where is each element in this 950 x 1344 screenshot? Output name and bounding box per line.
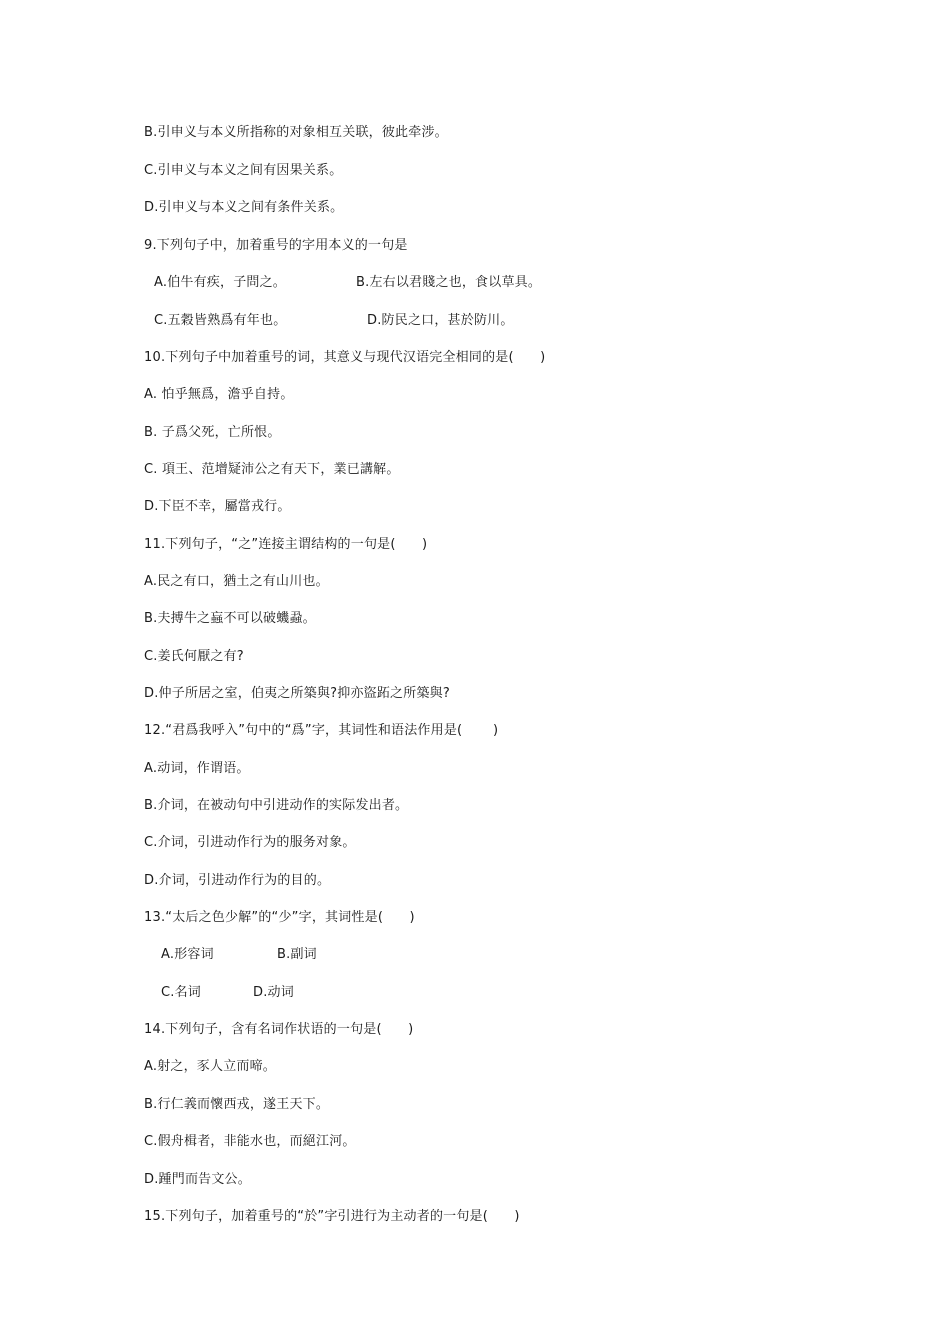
question-11: 11.下列句子，“之”连接主谓结构的一句是( )	[144, 537, 428, 552]
q12-option-a: A.动词，作谓语。	[144, 761, 250, 776]
q10-option-b: B. 子爲父死，亡所恨。	[144, 425, 281, 440]
question-14: 14.下列句子，含有名词作状语的一句是( )	[144, 1022, 414, 1037]
q9-option-d: D.防民之口，甚於防川。	[367, 313, 514, 328]
q12-option-d: D.介词，引进动作行为的目的。	[144, 873, 331, 888]
q11-option-b: B.夫搏牛之蝱不可以破蟣蝨。	[144, 611, 316, 626]
q14-option-d: D.踵門而告文公。	[144, 1172, 251, 1187]
q11-option-a: A.民之有口，猶土之有山川也。	[144, 574, 329, 589]
option-b-text: B.引申义与本义所指称的对象相互关联，彼此牵涉。	[144, 125, 448, 140]
q14-option-b: B.行仁義而懷西戎，遂王天下。	[144, 1097, 330, 1112]
option-c-text: C.引申义与本义之间有因果关系。	[144, 163, 343, 178]
question-12: 12.“君爲我呼入”句中的“爲”字，其词性和语法作用是( )	[144, 723, 499, 738]
q12-option-b: B.介词，在被动句中引进动作的实际发出者。	[144, 798, 409, 813]
q14-option-c: C.假舟楫者，非能水也，而絕江河。	[144, 1134, 356, 1149]
q14-option-a: A.射之，豕人立而啼。	[144, 1059, 276, 1074]
q13-option-a: A.形容词	[161, 947, 214, 962]
q11-option-c: C.姜氏何厭之有?	[144, 649, 244, 664]
q9-option-c: C.五穀皆熟爲有年也。	[154, 313, 287, 328]
q10-option-c: C. 項王、范增疑沛公之有天下，業已講解。	[144, 462, 400, 477]
question-10: 10.下列句子中加着重号的词，其意义与现代汉语完全相同的是( )	[144, 350, 546, 365]
q10-option-d: D.下臣不幸，屬當戎行。	[144, 499, 291, 514]
q13-option-c: C.名词	[161, 985, 202, 1000]
q9-option-a: A.伯牛有疾，子問之。	[154, 275, 286, 290]
option-d-text: D.引申义与本义之间有条件关系。	[144, 200, 344, 215]
q11-option-d: D.仲子所居之室，伯夷之所築與?抑亦盜跖之所築與?	[144, 686, 450, 701]
q13-option-b: B.副词	[277, 947, 317, 962]
q9-option-b: B.左右以君賤之也，食以草具。	[356, 275, 542, 290]
question-15: 15.下列句子，加着重号的“於”字引进行为主动者的一句是( )	[144, 1209, 520, 1224]
q10-option-a: A. 怕乎無爲，澹乎自持。	[144, 387, 294, 402]
q12-option-c: C.介词，引进动作行为的服务对象。	[144, 835, 356, 850]
question-9: 9.下列句子中，加着重号的字用本义的一句是	[144, 238, 408, 253]
question-13: 13.“太后之色少解”的“少”字，其词性是( )	[144, 910, 415, 925]
q13-option-d: D.动词	[253, 985, 294, 1000]
